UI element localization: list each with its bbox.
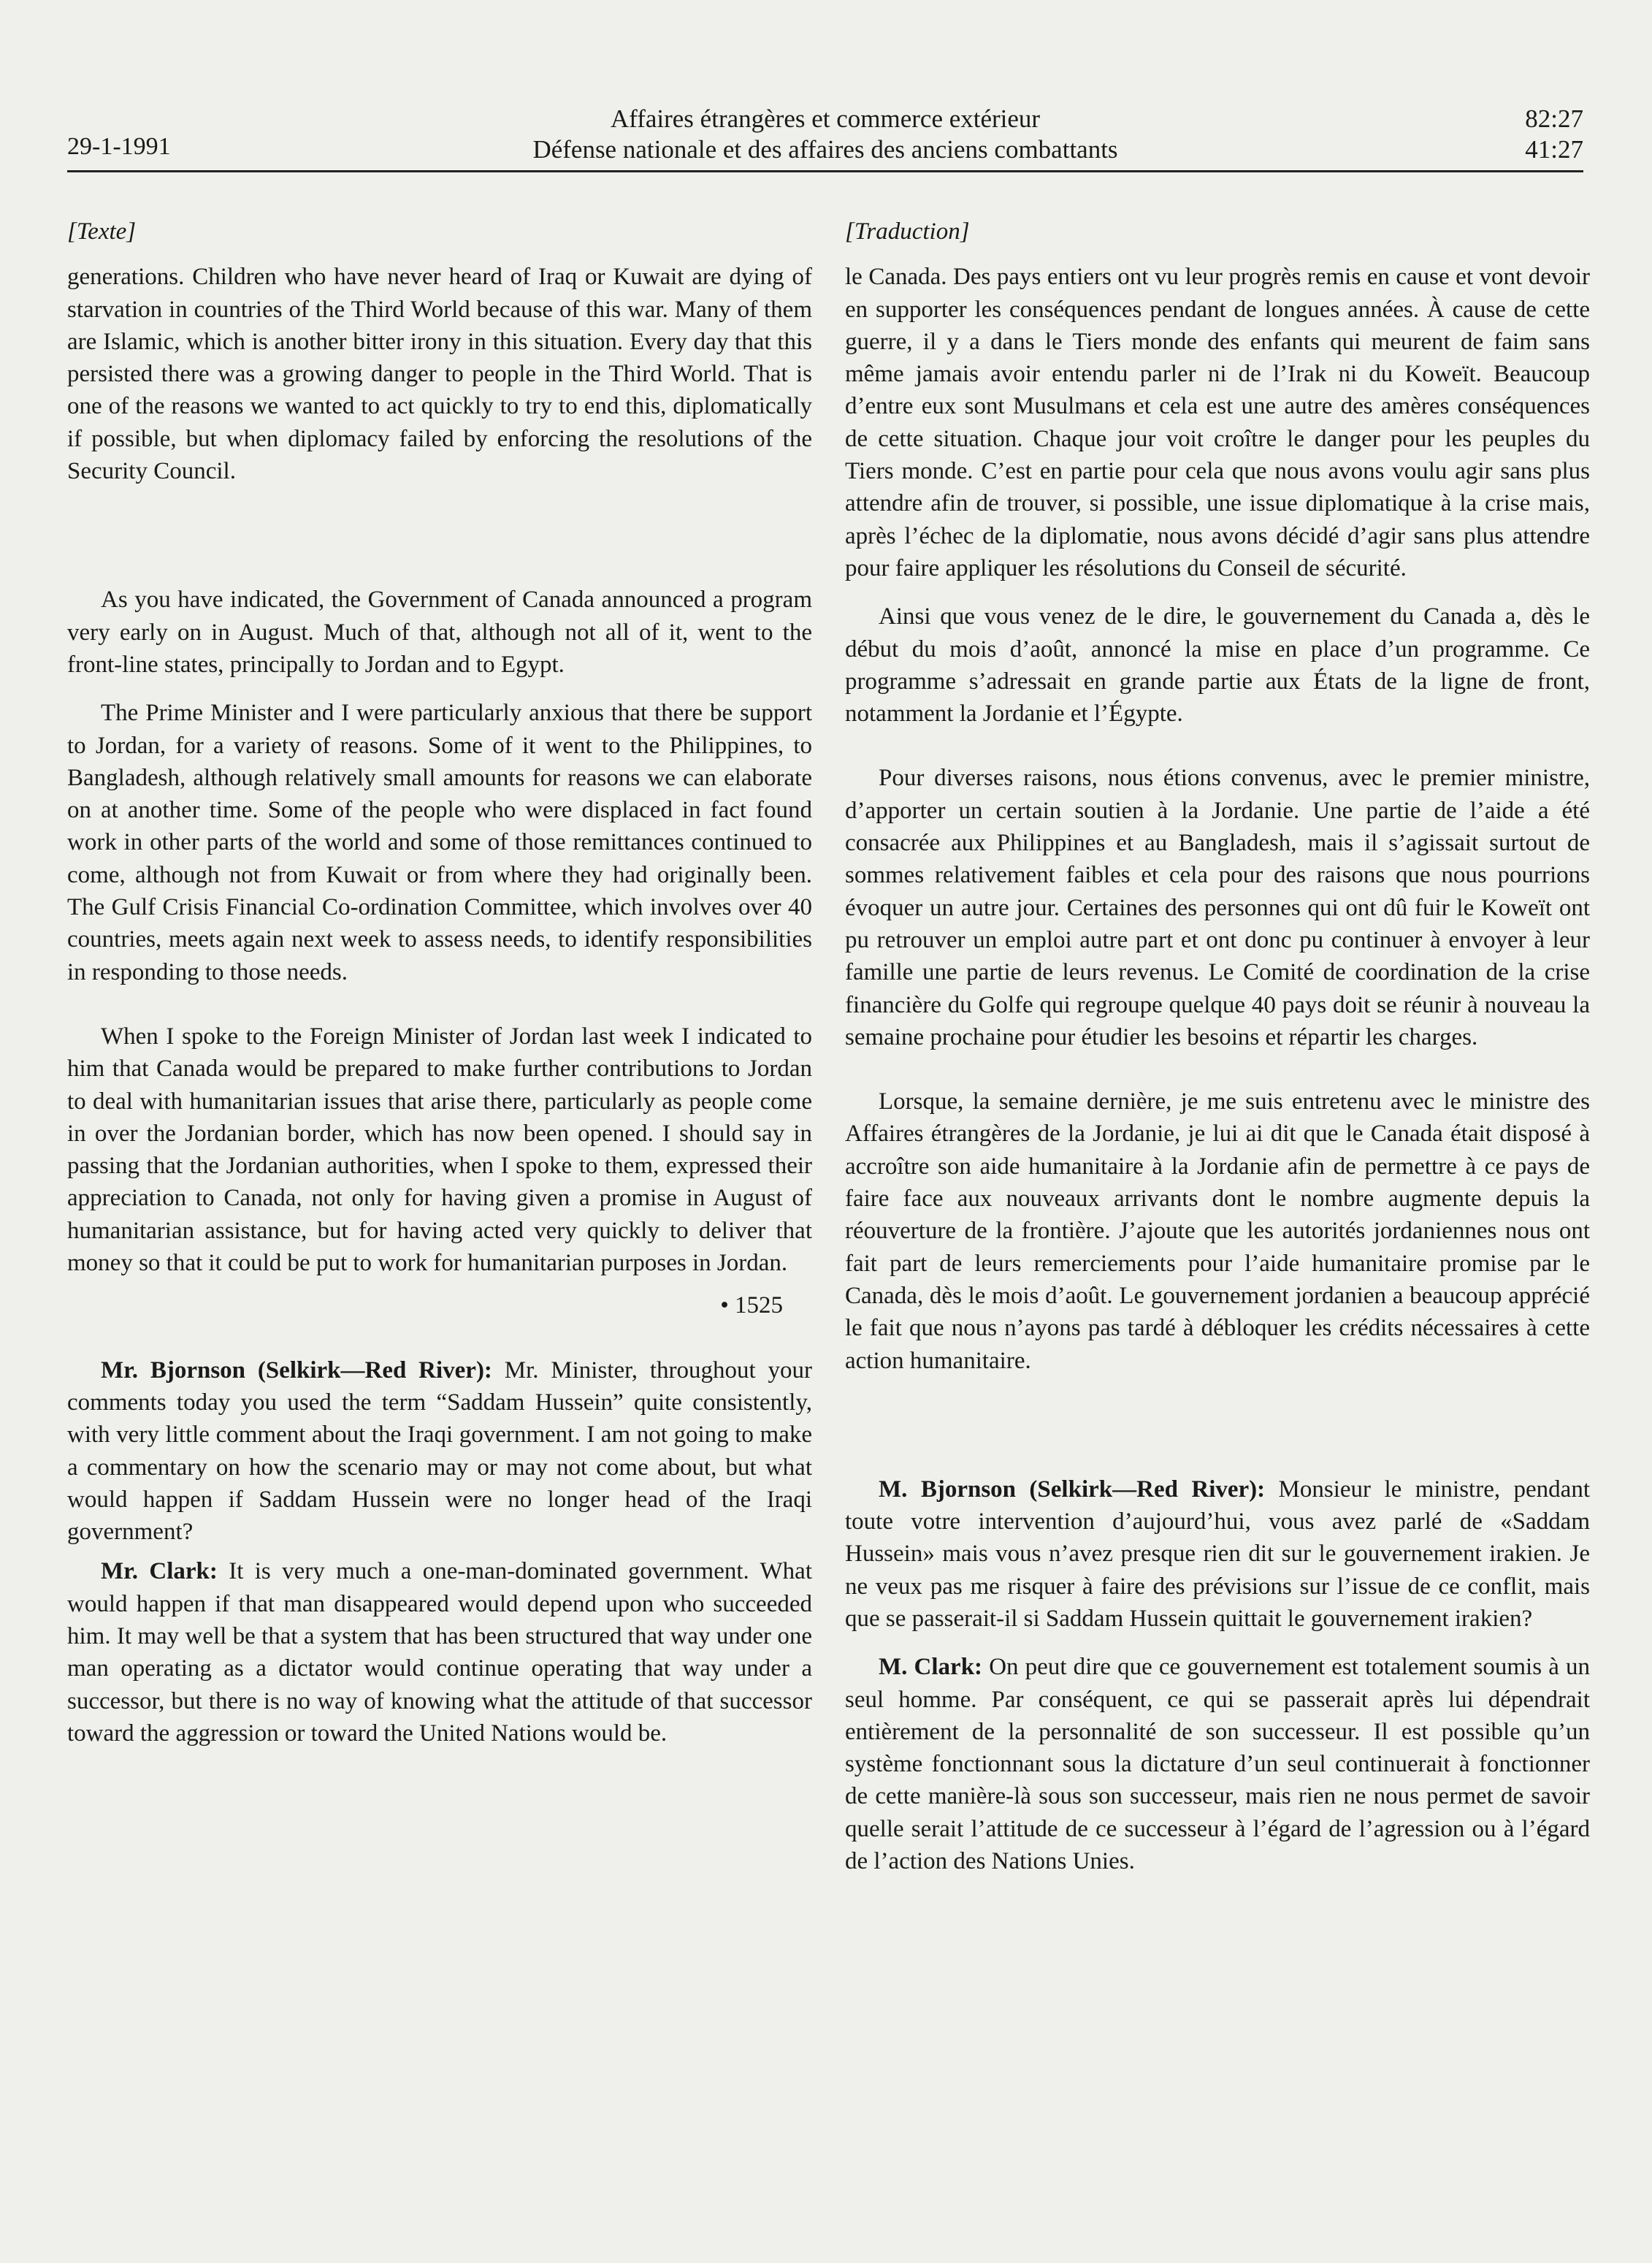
header-date: 29-1-1991 [67,133,171,160]
speaker-name: Mr. Bjornson (Selkirk—Red River): [101,1356,492,1384]
speaker-paragraph [845,1473,1590,1635]
page-header [67,104,1583,169]
paragraph: le Canada. Des pays entiers ont vu leur progrès remis en cause et vont devoir en supporter les conséquences pendant de longues années. À cause de cette guerre, il y a dans le Tiers monde des enfants qui meurent de faim sans même jamais avoir entendu parler ni de l’Irak ni du Koweït. Beaucoup d’entre eux sont Musulmans et cela est une autre des amères conséquences de cette situation. Chaque jour voit croître le danger pour les peuples du Tiers monde. C’est en partie pour cela que nous avons voulu agir sans plus attendre afin de trouver, si possible, une issue diplomatique à la crise mais, après l’échec de la diplomatie, nous avons décidé d’agir sans plus attendre pour faire appliquer les résolutions du Conseil de sécurité. [845,264,1590,581]
header-page-ref2: 41:27 [1525,135,1583,164]
header-title-line2: Défense nationale et des affaires des anciens combattants [532,135,1118,164]
header-page-refs [1525,104,1583,165]
speech-text: On peut dire que ce gouvernement est totalement soumis à un seul homme. Par conséquent, ce qui se passerait après lui dépendrait entièrement de la personnalité de son successeur. Il est possible qu’un système fonctionnant sous la dictature d’un seul continuerait à fonctionner de cette manière-là sous son successeur, mais rien ne nous permet de savoir quelle serait l’attitude de ce successeur à l’égard de l’agression ou à l’égard de l’action des Nations Unies. [845,1654,1590,1875]
paragraph: generations. Children who have never heard of Iraq or Kuwait are dying of starvation in countries of the Third World because of this war. Many of them are Islamic, which is another bitter irony in this situation. Every day that this persisted there was a growing danger to people in the Third World. That is one of the reasons we wanted to act quickly to try to end this, diplomatically if possible, but when diplomacy failed by enforcing the resolutions of the Security Council. [67,264,812,485]
speaker-paragraph [845,1651,1590,1877]
speaker-paragraph [67,1555,812,1749]
paragraph: Ainsi que vous venez de le dire, le gouvernement du Canada a, dès le début du mois d’août, annoncé la mise en place d’un programme. Ce programme s’adressait en grande partie aux États de la ligne de front, notamment la Jordanie et l’Égypte. [845,603,1590,728]
paragraph: When I spoke to the Foreign Minister of Jordan last week I indicated to him that Canada would be prepared to make further contributions to Jordan to deal with humanitarian issues that arise there, particularly as people come in over the Jordanian border, which has now been opened. I should say in passing that the Jordanian authorities, when I spoke to them, expressed their appreciation to Canada, not only for having given a promise in August of humanitarian assistance, but for having acted very quickly to deliver that money so that it could be put to work for humanitarian purposes in Jordan. [67,1023,812,1277]
paragraph: As you have indicated, the Government of Canada announced a program very early on in August. Much of that, although not all of it, went to the front-line states, principally to Jordan and to Egypt. [67,587,812,678]
column-tag: [Texte] [67,218,137,245]
speaker-paragraph [67,1354,812,1549]
column-tag: [Traduction] [845,218,970,245]
speaker-name: Mr. Clark: [101,1558,218,1585]
speech-text: It is very much a one-man-dominated government. What would happen if that man disappeared would depend upon who succeeded him. It may well be that a system that has been structured that way under one man operating as a dictator would continue operating that way under a successor, but there is no way of knowing what the attitude of that successor toward the aggression or toward the United Nations would be. [67,1558,812,1747]
header-title-line1: Affaires étrangères et commerce extérieur [610,104,1041,133]
header-page-ref1: 82:27 [1525,104,1583,133]
paragraph: The Prime Minister and I were particularly anxious that there be support to Jordan, for a variety of reasons. Some of it went to the Philippines, to Bangladesh, although relatively small amounts for reasons we can elaborate on at another time. Some of the people who were displaced in fact found work in other parts of the world and some of those remittances continued to come, although not from Kuwait or from where they had originally been. The Gulf Crisis Financial Co-ordination Committee, which involves over 40 countries, meets again next week to assess needs, to identify responsibilities in responding to those needs. [67,700,812,985]
header-rule [67,170,1583,172]
speaker-name: M. Clark: [879,1654,983,1681]
paragraph: Pour diverses raisons, nous étions convenus, avec le premier ministre, d’apporter un certain soutien à la Jordanie. Une partie de l’aide a été consacrée aux Philippines et au Bangladesh, mais il s’agissait surtout de sommes relativement faibles et cela pour des raisons que nous pourrions évoquer un autre jour. Certaines des personnes qui ont dû fuir le Koweït ont pu retrouver un emploi autre part et ont donc pu continuer à envoyer à leur famille une partie de leurs revenus. Le Comité de coordination de la crise financière du Golfe qui regroupe quelque 40 pays doit se réunir à nouveau la semaine prochaine pour étudier les besoins et répartir les charges. [845,765,1590,1050]
time-marker: • 1525 [720,1292,783,1319]
french-column [845,215,1590,1877]
speaker-name: M. Bjornson (Selkirk—Red River): [879,1476,1266,1503]
paragraph: Lorsque, la semaine dernière, je me suis entretenu avec le ministre des Affaires étrangères de la Jordanie, je lui ai dit que le Canada était disposé à accroître son aide humanitaire à la Jordanie afin de permettre à ce pays de faire face aux nouveaux arrivants dont le nombre augmente depuis la réouverture de la frontière. J’ajoute que les autorités jordaniennes nous ont fait part de leurs remerciements pour l’aide humanitaire promise par le Canada, dès le mois d’août. Le gouvernement jordanien a beaucoup apprécié le fait que nous n’ayons pas tardé à débloquer les crédits nécessaires à cette action humanitaire. [845,1088,1590,1374]
header-title [67,104,1583,165]
english-column [67,215,812,1749]
speech-text: Monsieur le ministre, pendant toute votre intervention d’aujourd’hui, vous avez parlé de «Saddam Hussein» mais vous n’avez presque rien dit sur le gouvernement irakien. Je ne veux pas me risquer à faire des prévisions sur l’issue de ce conflit, mais que se passerait-il si Saddam Hussein quittait le gouvernement irakien? [845,1476,1590,1632]
speech-text: Mr. Minister, throughout your comments today you used the term “Saddam Hussein” quite consistently, with very little comment about the Iraqi government. I am not going to make a commentary on how the scenario may or may not come about, but what would happen if Saddam Hussein were no longer head of the Iraqi government? [67,1356,812,1546]
